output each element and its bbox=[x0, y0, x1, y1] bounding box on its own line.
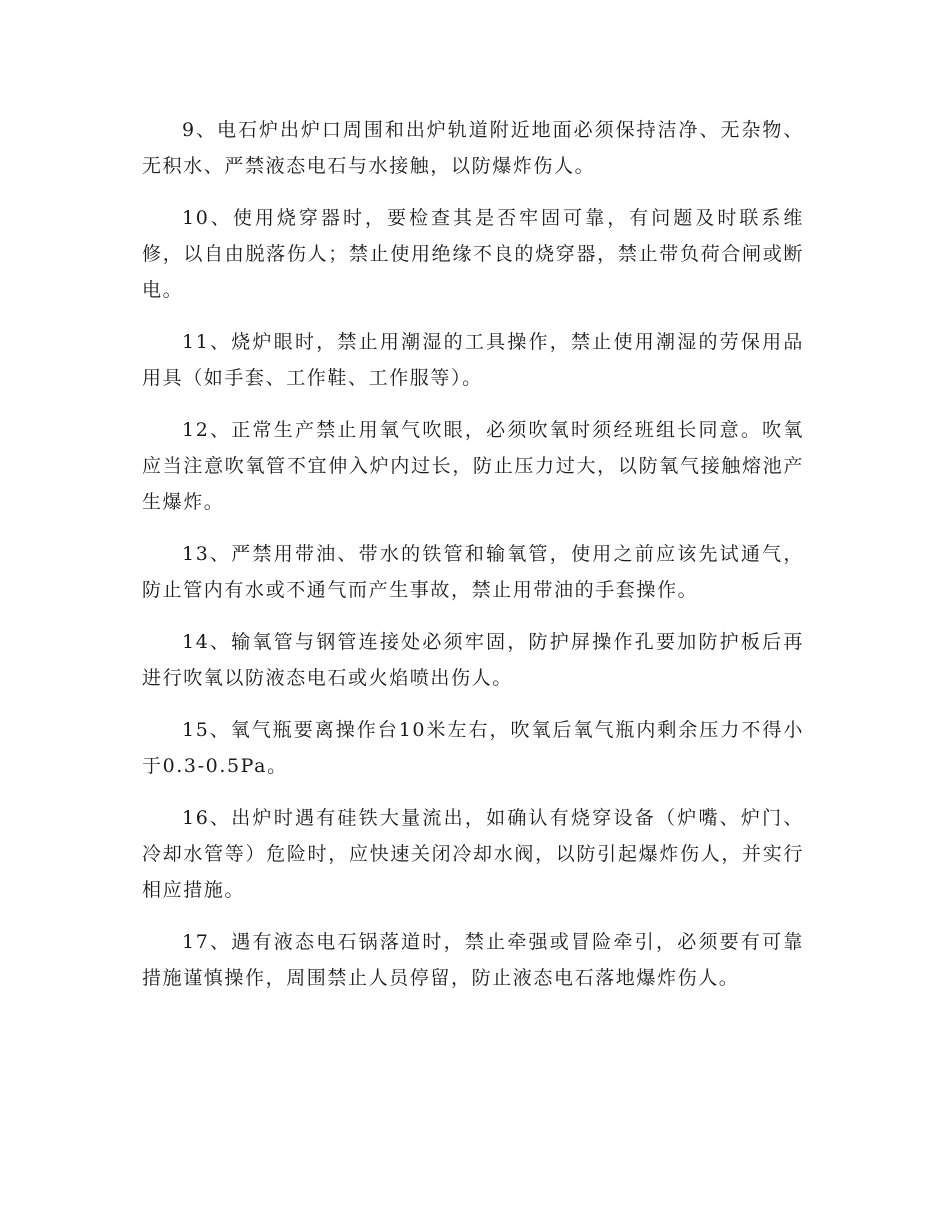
paragraph-item-10: 10、使用烧穿器时，要检查其是否牢固可靠，有问题及时联系维修，以自由脱落伤人；禁止使用绝缘不良的烧穿器，禁止带负荷合闸或断电。 bbox=[142, 207, 804, 301]
paragraph-item-16: 16、出炉时遇有硅铁大量流出，如确认有烧穿设备（炉嘴、炉门、冷却水管等）危险时，应快速关闭冷却水阀，以防引起爆炸伤人，并实行相应措施。 bbox=[142, 807, 804, 901]
document-body bbox=[142, 112, 804, 1012]
paragraph-item-9: 9、电石炉出炉口周围和出炉轨道附近地面必须保持洁净、无杂物、无积水、严禁液态电石与水接触，以防爆炸伤人。 bbox=[142, 119, 804, 177]
paragraph-item-15: 15、氧气瓶要离操作台10米左右，吹氧后氧气瓶内剩余压力不得小于0.3-0.5Pa。 bbox=[142, 719, 804, 777]
paragraph-item-13: 13、严禁用带油、带水的铁管和输氧管，使用之前应该先试通气，防止管内有水或不通气而产生事故，禁止用带油的手套操作。 bbox=[142, 543, 804, 601]
paragraph-item-12: 12、正常生产禁止用氧气吹眼，必须吹氧时须经班组长同意。吹氧应当注意吹氧管不宜伸入炉内过长，防止压力过大，以防氧气接触熔池产生爆炸。 bbox=[142, 419, 804, 513]
paragraph-item-14: 14、输氧管与钢管连接处必须牢固，防护屏操作孔要加防护板后再进行吹氧以防液态电石或火焰喷出伤人。 bbox=[142, 631, 804, 689]
paragraph-item-17: 17、遇有液态电石锅落道时，禁止牵强或冒险牵引，必须要有可靠措施谨慎操作，周围禁止人员停留，防止液态电石落地爆炸伤人。 bbox=[142, 931, 804, 989]
paragraph-item-11: 11、烧炉眼时，禁止用潮湿的工具操作，禁止使用潮湿的劳保用品用具（如手套、工作鞋、工作服等）。 bbox=[142, 331, 804, 389]
